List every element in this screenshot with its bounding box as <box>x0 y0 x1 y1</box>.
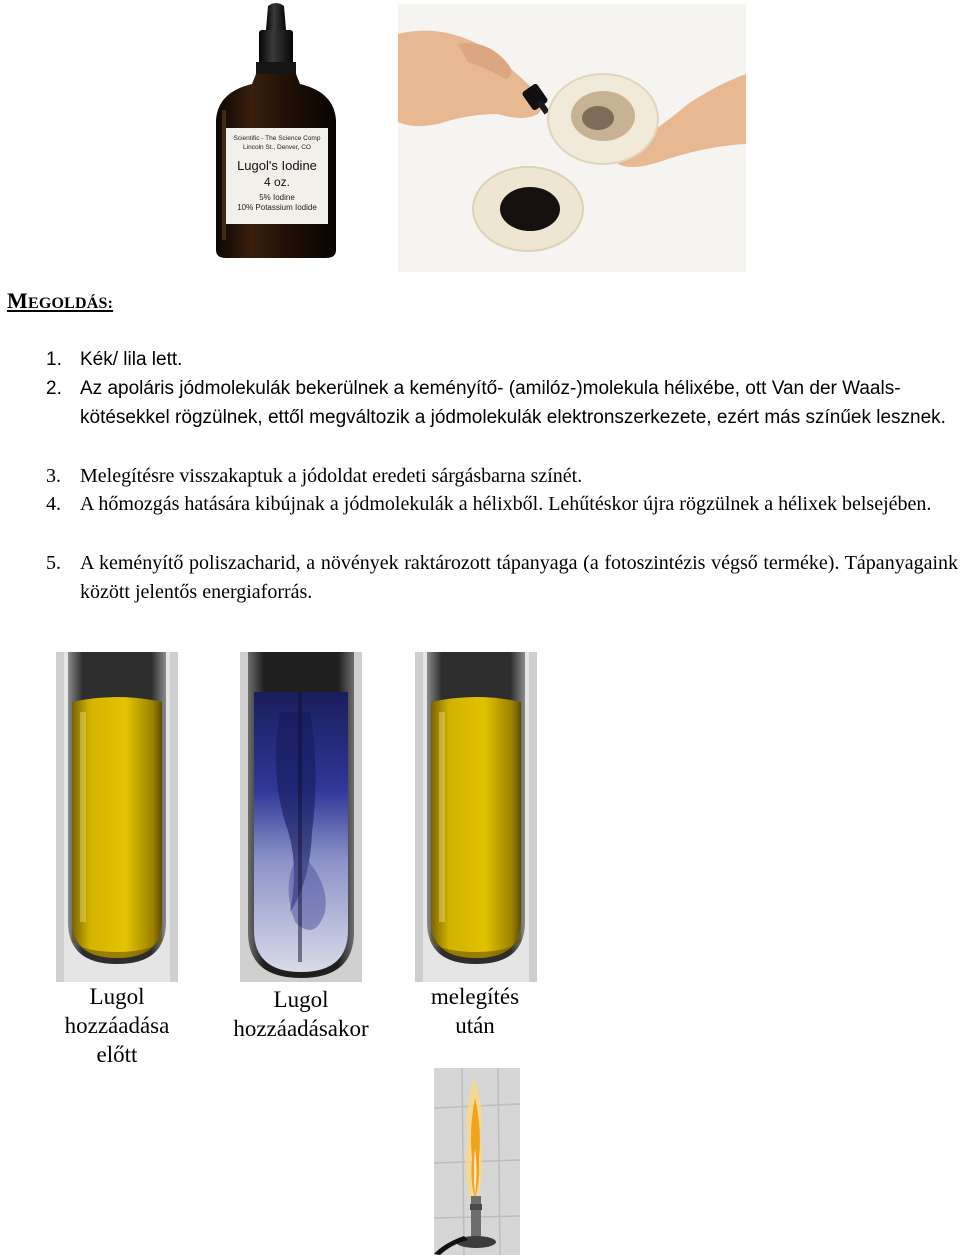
bottle-label-volume: 4 oz. <box>263 175 291 189</box>
answer-text: A hőmozgás hatására kibújnak a jódmolekulák a hélixből. Lehűtéskor újra rögzülnek a hélixek belsejében. <box>80 493 932 515</box>
tube-with-lugol-photo <box>240 652 362 982</box>
bottle-label-ki: 10% Potassium Iodide <box>237 203 317 212</box>
heading-initial: M <box>7 288 28 313</box>
iodine-on-fruit-photo <box>398 4 746 272</box>
answer-number: 3. <box>46 465 61 487</box>
bunsen-burner-photo <box>434 1068 520 1255</box>
caption-before-lugol <box>42 982 192 1069</box>
answer-number: 1. <box>46 349 62 370</box>
caption-line: Lugol <box>89 984 145 1009</box>
bottle-label-iodine: 5% Iodine <box>259 193 295 202</box>
solution-heading <box>7 288 113 314</box>
tube-before-lugol-photo <box>56 652 178 982</box>
caption-line: után <box>455 1013 495 1038</box>
lugol-bottle-photo <box>196 0 356 262</box>
caption-line: előtt <box>96 1042 138 1067</box>
answer-text: A keményítő poliszacharid, a növények raktározott tápanyaga (a fotoszintézis végső terméke). Tápanyagaink között jelentős energiaforrás. <box>80 552 958 603</box>
caption-line: melegítés <box>430 984 520 1009</box>
caption-line: Lugol <box>273 987 329 1012</box>
bottle-label-title: Lugol's Iodine <box>237 158 317 173</box>
tube-after-heating-photo <box>415 652 537 982</box>
caption-after-heating <box>405 982 545 1040</box>
caption-line: hozzáadása <box>64 1013 170 1038</box>
heading-smallcaps: EGOLDÁS: <box>27 295 114 312</box>
answer-number: 5. <box>46 552 61 574</box>
answer-text: Az apoláris jódmolekulák bekerülnek a keményítő- (amilóz-)molekula hélixébe, ott Van der Waals-kötésekkel rögzülnek, ettől megváltozik a jódmolekulák elektronszerkezete, ezért más színűek lesznek. <box>80 378 946 428</box>
caption-with-lugol <box>212 985 390 1043</box>
bottle-label-small: Scientific - The Science Comp <box>233 135 321 142</box>
answer-number: 2. <box>46 378 62 399</box>
bottle-label-small-2: Lincoln St., Denver, CO <box>243 144 311 151</box>
answer-text: Kék/ lila lett. <box>80 349 183 370</box>
answer-number: 4. <box>46 493 61 515</box>
caption-line: hozzáadásakor <box>233 1016 369 1041</box>
answer-text: Melegítésre visszakaptuk a jódoldat eredeti sárgásbarna színét. <box>80 465 583 487</box>
